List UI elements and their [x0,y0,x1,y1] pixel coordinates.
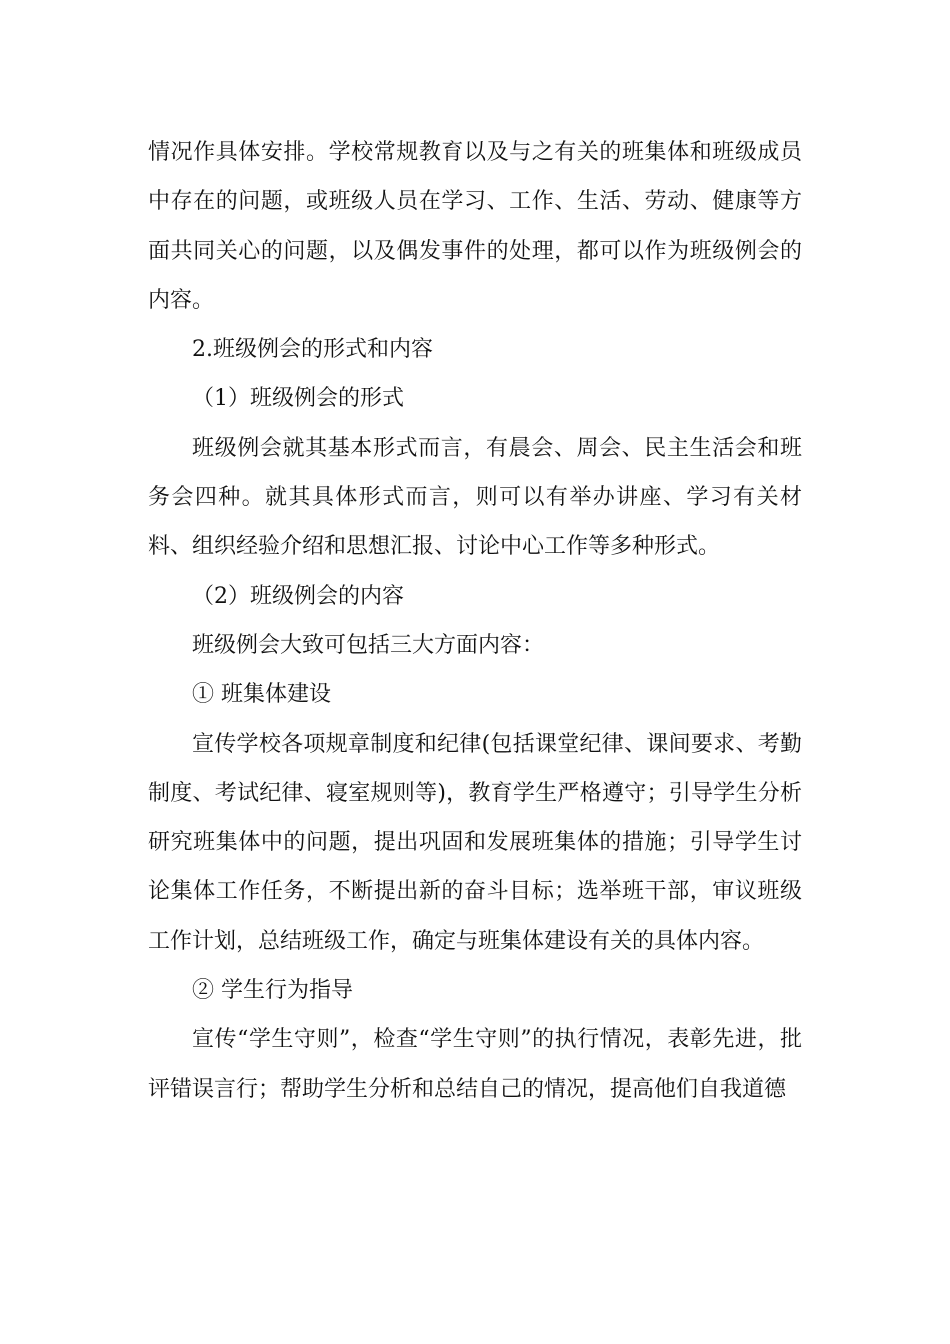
list-heading-behavior-guidance: ② 学生行为指导 [192,978,353,1004]
paragraph-behavior-guidance: 宣传“学生守则”，检查“学生守则”的执行情况，表彰先进，批评错误言行；帮助学生分析和总结自己的情况，提高他们自我道德 [148,1027,802,1102]
document-body [148,128,802,1114]
list-heading-class-building: ① 班集体建设 [192,682,331,708]
subsection-heading-forms: （1）班级例会的形式 [192,386,404,412]
paragraph-class-building: 宣传学校各项规章制度和纪律(包括课堂纪律、课间要求、考勤制度、考试纪律、寝室规则等)，教育学生严格遵守；引导学生分析研究班集体中的问题，提出巩固和发展班集体的措施；引导学生讨论集体工作任务，不断提出新的奋斗目标；选举班干部，审议班级工作计划，总结班级工作，确定与班集体建设有关的具体内容。 [148,731,802,954]
paragraph-continuation: 情况作具体安排。学校常规教育以及与之有关的班集体和班级成员中存在的问题，或班级人员在学习、工作、生活、劳动、健康等方面共同关心的问题，以及偶发事件的处理，都可以作为班级例会的内容。 [148,140,802,313]
paragraph-content-intro: 班级例会大致可包括三大方面内容： [192,632,545,658]
subsection-heading-content: （2）班级例会的内容 [192,583,404,609]
paragraph-forms: 班级例会就其基本形式而言，有晨会、周会、民主生活会和班务会四种。就其具体形式而言，则可以有举办讲座、学习有关材料、组织经验介绍和思想汇报、讨论中心工作等多种形式。 [148,435,802,560]
section-heading-2: 2.班级例会的形式和内容 [192,337,433,363]
